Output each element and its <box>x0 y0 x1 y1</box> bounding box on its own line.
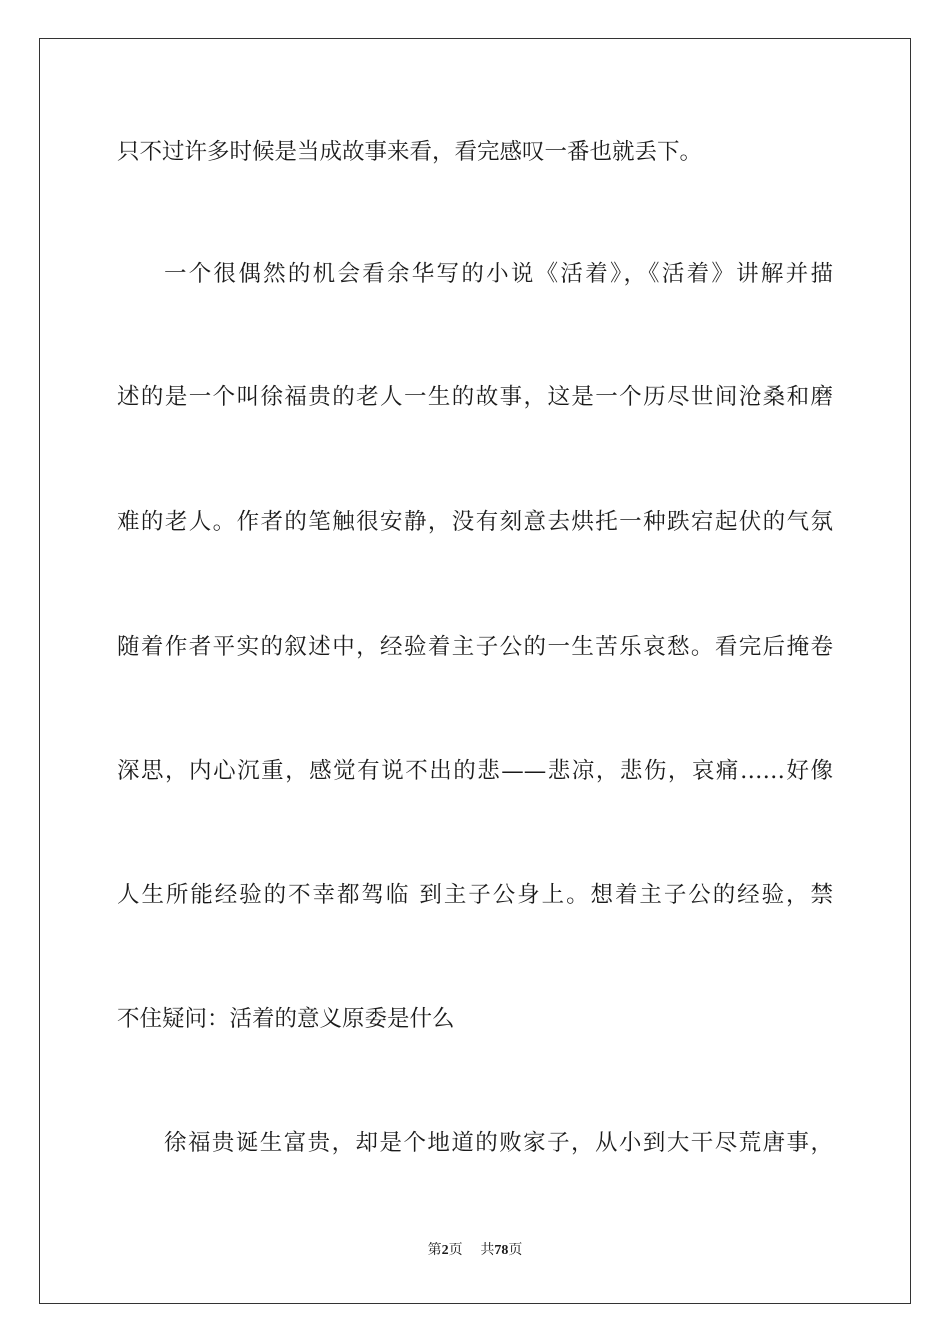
text-line-7: 人生所能经验的不幸都驾临 到主子公身上。想着主子公的经验，禁 <box>117 882 833 908</box>
total-pages: 78 <box>494 1243 509 1258</box>
text-line-4: 难的老人。作者的笔触很安静，没有刻意去烘托一种跌宕起伏的气氛 <box>117 509 833 535</box>
page-prefix: 第 <box>427 1242 442 1258</box>
text-line-8: 不住疑问：活着的意义原委是什么 <box>117 1006 455 1032</box>
text-line-5: 随着作者平实的叙述中，经验着主子公的一生苦乐哀愁。看完后掩卷 <box>117 634 833 660</box>
text-line-2: 一个很偶然的机会看余华写的小说《活着》，《活着》讲解并描 <box>164 261 833 287</box>
text-line-1: 只不过许多时候是当成故事来看，看完感叹一番也就丢下。 <box>117 139 703 165</box>
text-line-3: 述的是一个叫徐福贵的老人一生的故事，这是一个历尽世间沧桑和磨 <box>117 384 833 410</box>
total-suffix: 页 <box>508 1242 523 1258</box>
page-border <box>39 38 911 1304</box>
total-prefix: 共 <box>480 1242 495 1258</box>
text-line-9: 徐福贵诞生富贵，却是个地道的败家子，从小到大干尽荒唐事， <box>164 1130 833 1156</box>
page-footer <box>0 1240 950 1261</box>
page-suffix: 页 <box>448 1242 463 1258</box>
text-line-6: 深思，内心沉重，感觉有说不出的悲——悲凉，悲伤，哀痛……好像 <box>117 758 833 784</box>
page-number: 2 <box>441 1243 449 1258</box>
